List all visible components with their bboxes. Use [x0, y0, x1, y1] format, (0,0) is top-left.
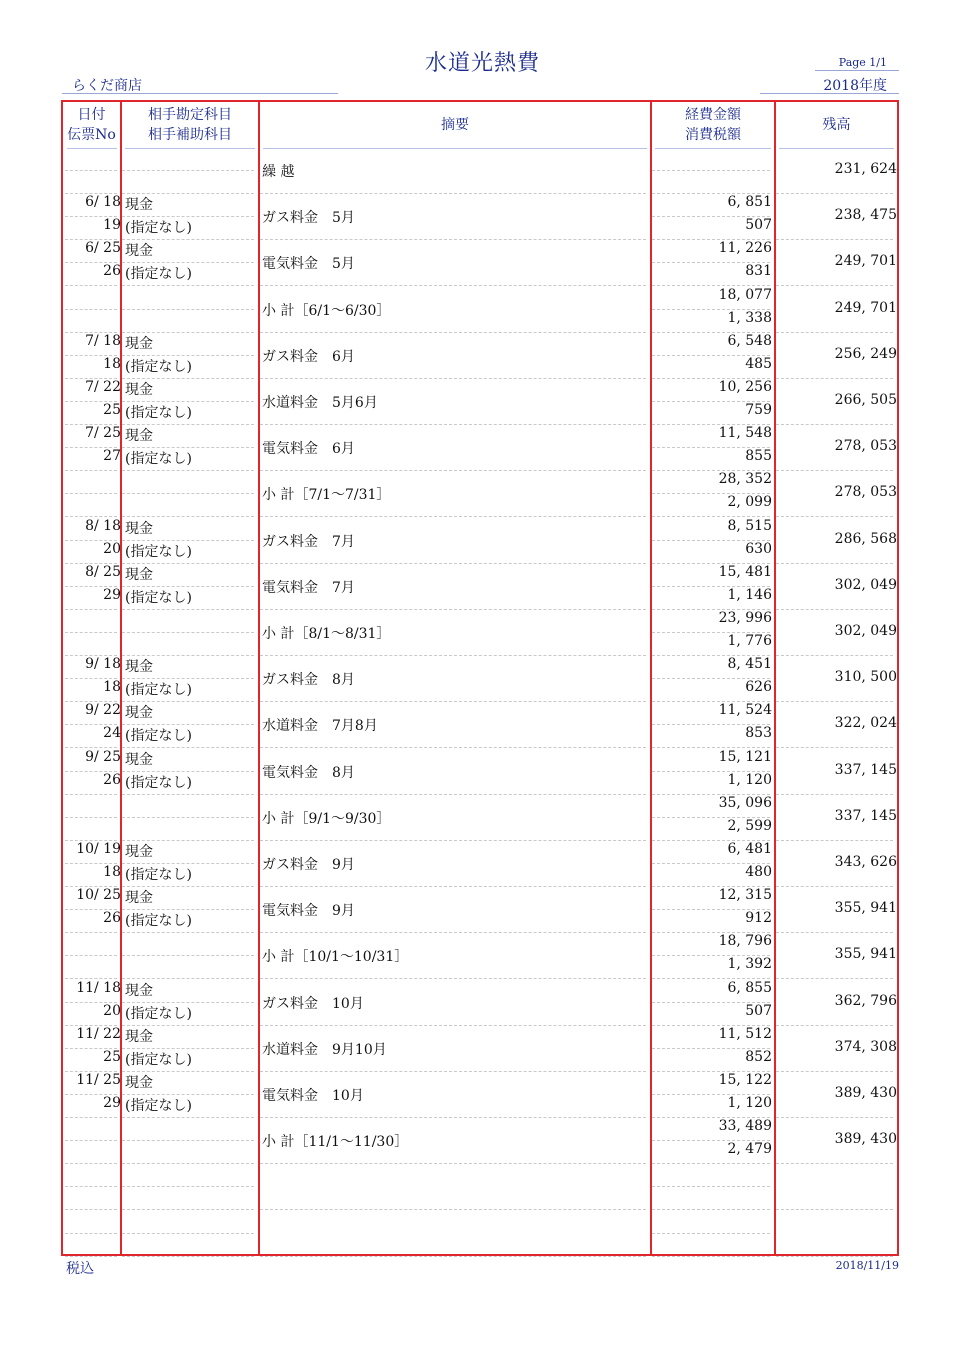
- balance-cell: 278, 053: [834, 438, 897, 455]
- row-separator: [652, 540, 770, 541]
- voucher-cell: 29: [103, 1095, 121, 1111]
- header-balance-label: 残高: [822, 117, 851, 133]
- account-cell: 現金: [125, 243, 153, 260]
- row-separator: [652, 586, 770, 587]
- row-separator: [652, 632, 770, 633]
- tax-cell: 1, 120: [727, 771, 772, 788]
- table-row: [61, 1164, 899, 1210]
- report-title: 水道光熱費: [424, 51, 540, 76]
- summary-cell: 小 計［6/1～6/30］: [262, 302, 391, 319]
- account-cell: 現金: [125, 428, 153, 445]
- shop-name: らくだ商店: [72, 78, 142, 94]
- date-cell: 11/ 25: [76, 1072, 121, 1088]
- row-separator: [652, 678, 770, 679]
- sub-account-cell: (指定なし): [125, 774, 192, 791]
- sub-account-cell: (指定なし): [125, 682, 192, 699]
- row-separator: [122, 909, 254, 910]
- header-balance: [776, 102, 897, 148]
- tax-cell: 1, 146: [727, 586, 772, 603]
- summary-cell: 小 計［8/1～8/31］: [262, 626, 391, 642]
- account-cell: 現金: [125, 705, 153, 722]
- sub-account-cell: (指定なし): [125, 405, 192, 421]
- row-separator: [122, 1094, 254, 1095]
- account-cell: 現金: [125, 335, 153, 352]
- table-row: [61, 1118, 899, 1164]
- sub-account-cell: (指定なし): [125, 220, 192, 237]
- date-cell: 9/ 22: [85, 702, 121, 719]
- tax-cell: 852: [745, 1048, 772, 1065]
- header-summary-label: 摘要: [441, 117, 469, 133]
- row-separator: [652, 1186, 770, 1187]
- row-separator: [122, 493, 254, 494]
- amount-cell: 23, 996: [718, 610, 772, 626]
- table-row: [61, 1026, 899, 1072]
- row-separator: [122, 1186, 254, 1187]
- row-separator: [122, 447, 254, 448]
- balance-cell: 337, 145: [834, 761, 897, 778]
- table-row: [61, 425, 899, 471]
- sub-account-cell: (指定なし): [125, 589, 192, 606]
- row-separator: [122, 817, 254, 818]
- tax-cell: 1, 338: [727, 309, 772, 326]
- sub-account-cell: (指定なし): [125, 867, 192, 883]
- sub-account-cell: (指定なし): [125, 728, 192, 745]
- voucher-cell: 25: [103, 1048, 121, 1065]
- summary-cell: 水道料金 5月6月: [262, 395, 378, 411]
- balance-cell: 355, 941: [834, 946, 897, 963]
- row-separator: [260, 1256, 646, 1257]
- balance-cell: 337, 145: [834, 807, 897, 824]
- row-separator: [652, 170, 770, 171]
- row-separator: [652, 447, 770, 448]
- summary-cell: 小 計［7/1～7/31］: [262, 487, 391, 504]
- balance-cell: 322, 024: [834, 715, 897, 732]
- amount-cell: 18, 796: [718, 933, 772, 950]
- sub-account-cell: (指定なし): [125, 451, 192, 468]
- amount-cell: 6, 855: [727, 979, 772, 996]
- row-separator: [122, 170, 254, 171]
- summary-cell: ガス料金 6月: [262, 348, 355, 365]
- tax-cell: 1, 120: [727, 1095, 772, 1111]
- table-row: [61, 610, 899, 656]
- row-separator: [65, 355, 117, 356]
- tax-cell: 912: [745, 910, 772, 927]
- tax-cell: 630: [745, 540, 772, 557]
- row-separator: [122, 1140, 254, 1141]
- amount-cell: 18, 077: [718, 286, 772, 303]
- table-row: [61, 841, 899, 887]
- voucher-cell: 29: [103, 586, 121, 603]
- voucher-cell: 26: [103, 263, 121, 280]
- table-row: [61, 148, 899, 194]
- date-cell: 11/ 18: [76, 979, 121, 996]
- row-separator: [65, 586, 117, 587]
- row-separator: [65, 262, 117, 263]
- header-tax-label: 消費税額: [685, 127, 741, 143]
- sub-account-cell: (指定なし): [125, 1051, 192, 1068]
- row-separator: [122, 586, 254, 587]
- amount-cell: 12, 315: [718, 887, 772, 904]
- summary-cell: ガス料金 5月: [262, 210, 355, 227]
- summary-cell: 繰 越: [262, 164, 295, 180]
- summary-cell: ガス料金 9月: [262, 857, 355, 873]
- amount-cell: 11, 512: [718, 1025, 772, 1042]
- balance-cell: 286, 568: [834, 530, 897, 547]
- tax-cell: 507: [745, 1002, 772, 1019]
- row-separator: [65, 724, 117, 725]
- row-separator: [652, 309, 770, 310]
- account-cell: 現金: [125, 659, 153, 676]
- account-cell: 現金: [125, 1028, 153, 1045]
- header-account-label: 相手勘定科目: [148, 107, 232, 123]
- voucher-cell: 19: [103, 217, 121, 234]
- row-separator: [122, 401, 254, 402]
- amount-cell: 6, 851: [727, 194, 772, 211]
- row-separator: [65, 863, 117, 864]
- row-separator: [65, 1256, 117, 1257]
- amount-cell: 28, 352: [718, 471, 772, 488]
- sub-account-cell: (指定なし): [125, 1098, 192, 1114]
- date-cell: 7/ 18: [85, 332, 121, 349]
- row-separator: [122, 1002, 254, 1003]
- table-row: [61, 333, 899, 379]
- row-separator: [122, 724, 254, 725]
- tax-cell: 855: [745, 448, 772, 465]
- tax-cell: 759: [745, 402, 772, 418]
- amount-cell: 15, 121: [718, 748, 772, 765]
- balance-cell: 302, 049: [834, 623, 897, 639]
- voucher-cell: 18: [103, 355, 121, 372]
- balance-cell: 374, 308: [834, 1038, 897, 1055]
- row-separator: [652, 771, 770, 772]
- amount-cell: 6, 548: [727, 332, 772, 349]
- balance-cell: 355, 941: [834, 900, 897, 917]
- summary-cell: 電気料金 10月: [262, 1088, 364, 1104]
- row-separator: [122, 632, 254, 633]
- sub-account-cell: (指定なし): [125, 1005, 192, 1022]
- row-separator: [652, 955, 770, 956]
- amount-cell: 6, 481: [727, 841, 772, 857]
- date-cell: 6/ 25: [85, 240, 121, 257]
- summary-cell: 電気料金 8月: [262, 764, 355, 781]
- account-cell: 現金: [125, 982, 153, 999]
- header-amount-label: 経費金額: [685, 107, 741, 123]
- row-separator: [65, 170, 117, 171]
- summary-cell: 小 計［10/1～10/31］: [262, 949, 409, 966]
- row-separator: [652, 724, 770, 725]
- row-separator: [65, 1094, 117, 1095]
- balance-cell: 266, 505: [834, 392, 897, 408]
- row-separator: [65, 909, 117, 910]
- tax-cell: 2, 479: [727, 1141, 772, 1158]
- row-separator: [122, 1048, 254, 1049]
- summary-cell: 電気料金 6月: [262, 441, 355, 458]
- amount-cell: 8, 451: [727, 656, 772, 673]
- account-cell: 現金: [125, 1075, 153, 1091]
- balance-cell: 231, 624: [834, 161, 897, 177]
- amount-cell: 11, 548: [718, 425, 772, 442]
- tax-cell: 507: [745, 217, 772, 234]
- amount-cell: 11, 524: [718, 702, 772, 719]
- row-separator: [652, 262, 770, 263]
- tax-cell: 626: [745, 679, 772, 696]
- print-date: 2018/11/19: [835, 1259, 899, 1272]
- summary-cell: 電気料金 7月: [262, 579, 355, 596]
- date-cell: 6/ 18: [85, 194, 121, 211]
- table-row: [61, 656, 899, 702]
- voucher-cell: 24: [103, 725, 121, 742]
- row-separator: [122, 540, 254, 541]
- summary-cell: 水道料金 7月8月: [262, 718, 378, 735]
- tax-cell: 2, 599: [727, 817, 772, 834]
- voucher-cell: 26: [103, 771, 121, 788]
- table-row: [61, 471, 899, 517]
- table-row: [61, 749, 899, 795]
- balance-cell: 362, 796: [834, 992, 897, 1009]
- amount-cell: 33, 489: [718, 1118, 772, 1135]
- balance-cell: 238, 475: [834, 207, 897, 224]
- account-cell: 現金: [125, 520, 153, 537]
- row-separator: [652, 1140, 770, 1141]
- date-cell: 11/ 22: [76, 1025, 121, 1042]
- balance-cell: 278, 053: [834, 484, 897, 501]
- sub-account-cell: (指定なし): [125, 266, 192, 283]
- table-row: [61, 795, 899, 841]
- summary-cell: 水道料金 9月10月: [262, 1041, 387, 1058]
- date-cell: 8/ 18: [85, 517, 121, 534]
- row-separator: [122, 216, 254, 217]
- table-row: [61, 980, 899, 1026]
- tax-cell: 1, 776: [727, 633, 772, 649]
- table-row: [61, 1072, 899, 1118]
- row-separator: [652, 1233, 770, 1234]
- row-separator: [65, 771, 117, 772]
- row-separator: [652, 909, 770, 910]
- row-separator: [652, 355, 770, 356]
- header-amount: [652, 102, 774, 148]
- date-cell: 8/ 25: [85, 563, 121, 580]
- row-separator: [122, 863, 254, 864]
- header-account: [122, 102, 258, 148]
- balance-cell: 310, 500: [834, 669, 897, 686]
- row-separator: [652, 401, 770, 402]
- summary-cell: ガス料金 10月: [262, 995, 364, 1012]
- row-separator: [776, 1256, 893, 1257]
- row-separator: [122, 678, 254, 679]
- header-summary: [260, 102, 650, 148]
- table-row: [61, 518, 899, 564]
- row-separator: [122, 262, 254, 263]
- fiscal-year: 2018年度: [823, 78, 887, 94]
- voucher-cell: 20: [103, 1002, 121, 1019]
- row-separator: [65, 955, 117, 956]
- row-separator: [65, 1186, 117, 1187]
- row-separator: [652, 1002, 770, 1003]
- header-sub-account-label: 相手補助科目: [148, 127, 232, 143]
- row-separator: [652, 863, 770, 864]
- summary-cell: 小 計［11/1～11/30］: [262, 1134, 409, 1151]
- summary-cell: ガス料金 7月: [262, 533, 355, 550]
- balance-cell: 256, 249: [834, 345, 897, 362]
- row-separator: [652, 493, 770, 494]
- summary-cell: ガス料金 8月: [262, 672, 355, 689]
- balance-cell: 249, 701: [834, 299, 897, 316]
- row-separator: [65, 1048, 117, 1049]
- amount-cell: 15, 122: [718, 1072, 772, 1088]
- row-separator: [65, 1140, 117, 1141]
- table-row: [61, 194, 899, 240]
- sub-account-cell: (指定なし): [125, 358, 192, 375]
- row-separator: [65, 1002, 117, 1003]
- table-row: [61, 1211, 899, 1257]
- voucher-cell: 18: [103, 864, 121, 880]
- row-separator: [122, 771, 254, 772]
- row-separator: [652, 216, 770, 217]
- row-separator: [65, 540, 117, 541]
- voucher-cell: 18: [103, 679, 121, 696]
- table-row: [61, 564, 899, 610]
- account-cell: 現金: [125, 751, 153, 768]
- row-separator: [65, 401, 117, 402]
- tax-cell: 1, 392: [727, 956, 772, 973]
- table-row: [61, 933, 899, 979]
- row-separator: [65, 1233, 117, 1234]
- row-separator: [65, 309, 117, 310]
- row-separator: [122, 955, 254, 956]
- amount-cell: 35, 096: [718, 794, 772, 811]
- tax-cell: 853: [745, 725, 772, 742]
- date-cell: 9/ 18: [85, 656, 121, 673]
- account-cell: 現金: [125, 382, 153, 398]
- row-separator: [65, 447, 117, 448]
- amount-cell: 11, 226: [718, 240, 772, 257]
- row-separator: [65, 817, 117, 818]
- header-voucher: 伝票No: [67, 127, 116, 143]
- amount-cell: 10, 256: [718, 379, 772, 395]
- page-number-underline: [815, 70, 899, 71]
- summary-cell: 電気料金 9月: [262, 903, 355, 920]
- table-row: [61, 379, 899, 425]
- account-cell: 現金: [125, 197, 153, 214]
- tax-cell: 831: [745, 263, 772, 280]
- table-row: [61, 702, 899, 748]
- balance-cell: 249, 701: [834, 253, 897, 270]
- sub-account-cell: (指定なし): [125, 913, 192, 930]
- row-separator: [122, 1256, 254, 1257]
- row-separator: [65, 216, 117, 217]
- row-separator: [65, 678, 117, 679]
- page-number: Page 1/1: [838, 56, 887, 69]
- table-row: [61, 240, 899, 286]
- row-separator: [65, 493, 117, 494]
- amount-cell: 8, 515: [727, 517, 772, 534]
- sub-account-cell: (指定なし): [125, 543, 192, 560]
- voucher-cell: 20: [103, 540, 121, 557]
- row-separator: [122, 1233, 254, 1234]
- summary-cell: 小 計［9/1～9/30］: [262, 810, 391, 827]
- date-cell: 9/ 25: [85, 748, 121, 765]
- row-separator: [652, 1094, 770, 1095]
- row-separator: [65, 632, 117, 633]
- balance-cell: 389, 430: [834, 1085, 897, 1101]
- voucher-cell: 27: [103, 448, 121, 465]
- date-cell: 7/ 25: [85, 425, 121, 442]
- table-row: [61, 887, 899, 933]
- date-cell: 10/ 19: [76, 841, 121, 857]
- date-cell: 10/ 25: [76, 887, 121, 904]
- tax-cell: 485: [745, 355, 772, 372]
- fiscal-year-underline: [760, 93, 899, 94]
- voucher-cell: 25: [103, 402, 121, 418]
- shop-name-underline: [62, 93, 338, 94]
- balance-cell: 302, 049: [834, 576, 897, 593]
- tax-cell: 480: [745, 864, 772, 880]
- balance-cell: 343, 626: [834, 854, 897, 870]
- row-separator: [652, 1048, 770, 1049]
- account-cell: 現金: [125, 566, 153, 583]
- date-cell: 7/ 22: [85, 379, 121, 395]
- account-cell: 現金: [125, 844, 153, 860]
- row-separator: [122, 309, 254, 310]
- header-date: 日付: [77, 107, 106, 123]
- row-separator: [122, 355, 254, 356]
- summary-cell: 電気料金 5月: [262, 256, 355, 273]
- header-date-voucher: [63, 102, 120, 148]
- row-separator: [652, 817, 770, 818]
- row-separator: [652, 1256, 770, 1257]
- tax-note: 税込: [66, 1261, 94, 1277]
- voucher-cell: 26: [103, 910, 121, 927]
- amount-cell: 15, 481: [718, 563, 772, 580]
- balance-cell: 389, 430: [834, 1131, 897, 1148]
- tax-cell: 2, 099: [727, 494, 772, 511]
- table-row: [61, 287, 899, 333]
- account-cell: 現金: [125, 890, 153, 907]
